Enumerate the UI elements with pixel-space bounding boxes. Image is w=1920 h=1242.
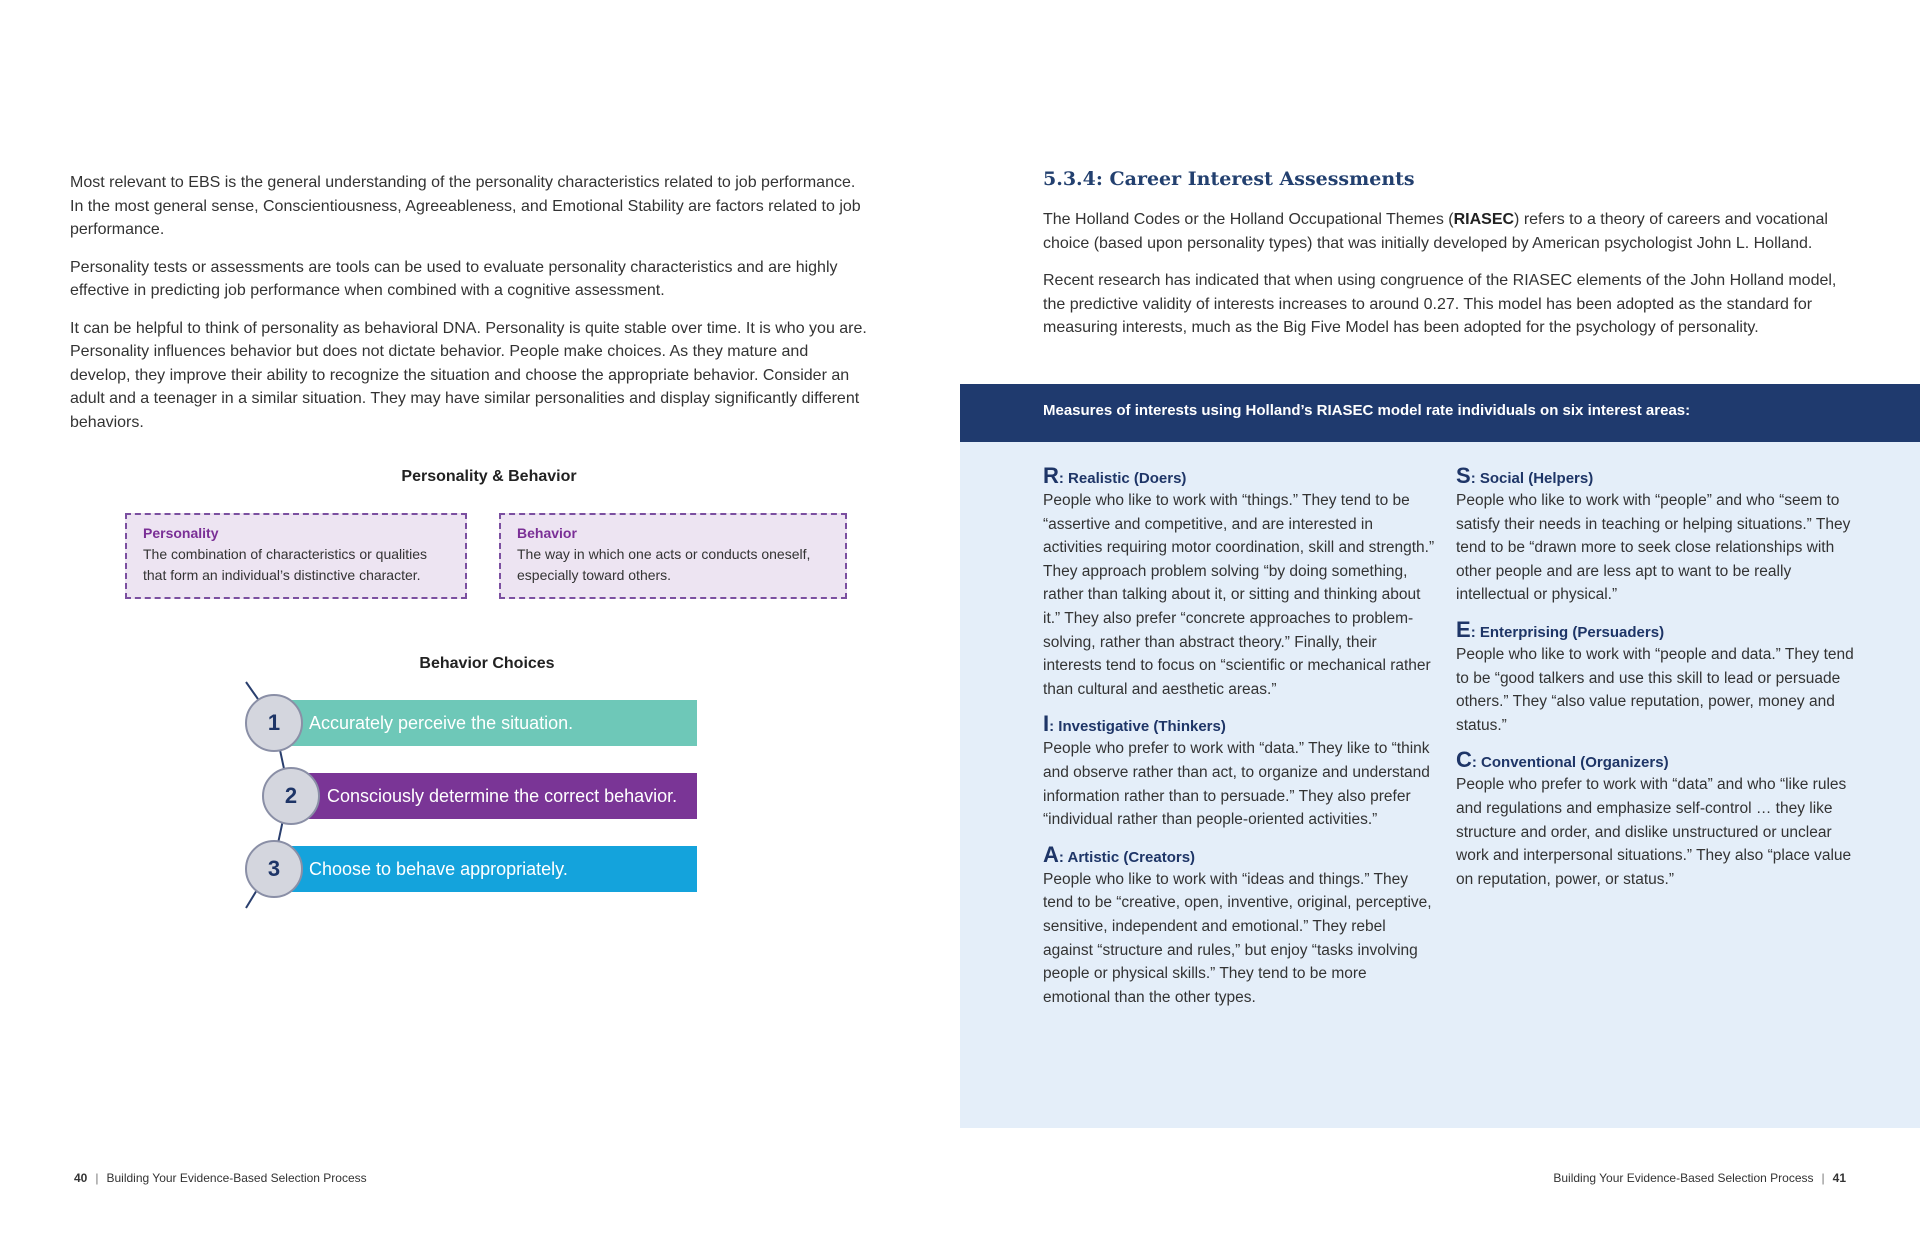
theme-title: : Conventional (Organizers) xyxy=(1471,754,1669,772)
riasec-banner xyxy=(960,384,1920,442)
page-number: 41 xyxy=(1832,1171,1846,1185)
theme-letter: E xyxy=(1456,616,1471,642)
paragraph: Most relevant to EBS is the general understanding of the personality characteristics related to job performance. In the most general sense, Conscientiousness, Agreeableness, and Emotional Stability are factors related to job performance. xyxy=(70,174,861,238)
step-1-number: 1 xyxy=(245,694,303,752)
theme-investigative xyxy=(1043,711,1435,831)
step-2-bar: Consciously determine the correct behavior. xyxy=(303,773,697,819)
theme-realistic xyxy=(1043,463,1435,701)
left-body-text xyxy=(70,171,870,448)
step-1-bar: Accurately perceive the situation. xyxy=(285,700,697,746)
theme-letter: C xyxy=(1456,747,1472,773)
theme-description: People who prefer to work with “data.” They like to “think and observe rather than act, to organize and understand information rather than to persuade.” They also prefer “individual rather than people-oriented activities.” xyxy=(1043,740,1430,829)
theme-artistic xyxy=(1043,841,1435,1010)
behavior-term: Behavior xyxy=(517,525,577,541)
paragraph: It can be helpful to think of personality as behavioral DNA. Personality is quite stable over time. It is who you are. Personality influences behavior but does not dictate behavior. People make choices. As they mature and develop, they improve their ability to recognize the situation and choose the appropriate behavior. Consider an adult and a teenager in a similar situation. They may have similar personalities and display significantly different behaviors. xyxy=(70,319,867,431)
paragraph: Recent research has indicated that when using congruence of the RIASEC elements of the John Holland model, the predictive validity of interests increases to around 0.27. This model has been adopted as the standard for measuring interests, much as the Big Five Model has been adopted for the psychology of personality. xyxy=(1043,272,1837,336)
theme-letter: I xyxy=(1043,711,1050,737)
themes-column-left xyxy=(1043,463,1435,1022)
behavior-definition-box xyxy=(499,513,847,599)
theme-description: People who prefer to work with “data” and who “like rules and regulations and emphasize self-control … they like structure and order, and dislike unstructured or unclear work and interpersonal situations.” They also “place value on reputation, power, or status.” xyxy=(1456,776,1852,888)
theme-description: People who like to work with “people and data.” They tend to be “good talkers and use this skill to lead or persuade others.” They “also value reputation, power, money and status.” xyxy=(1456,645,1854,734)
intro-paragraph xyxy=(1043,208,1853,255)
footer-separator: | xyxy=(1821,1171,1825,1185)
theme-social xyxy=(1456,463,1856,607)
theme-description: People who like to work with “things.” They tend to be “assertive and competitive, and are interested in activities requiring motor coordination, skill and strength.” They approach problem solving “by doing something, rather than talking about it, or sitting and thinking about it.” They also prefer “concrete approaches to problem-solving, rather than abstract theory.” Finally, their interests tend to focus on “scientific or mechanical rather than cultural and aesthetic areas.” xyxy=(1043,492,1435,698)
themes-column-right xyxy=(1456,463,1856,904)
behavior-choices-heading: Behavior Choices xyxy=(419,655,555,672)
theme-title: : Enterprising (Persuaders) xyxy=(1470,623,1665,641)
theme-title: : Artistic (Creators) xyxy=(1058,848,1196,866)
theme-letter: S xyxy=(1456,463,1471,488)
right-footer xyxy=(1553,1171,1846,1185)
theme-description: People who like to work with “people” and who “seem to satisfy their needs in teaching or helping situations.” They tend to be “drawn more to seek close relationships with other people and are less apt to want to be really intellectual or physical.” xyxy=(1456,492,1851,604)
theme-conventional xyxy=(1456,747,1856,891)
theme-letter: R xyxy=(1043,463,1059,488)
section-heading: 5.3.4: Career Interest Assessments xyxy=(1043,168,1415,190)
page-number: 40 xyxy=(74,1171,88,1185)
personality-term: Personality xyxy=(143,525,219,541)
left-footer xyxy=(74,1171,367,1185)
banner-text: Measures of interests using Holland’s RIASEC model rate individuals on six interest areas: xyxy=(1043,402,1691,419)
theme-letter: A xyxy=(1043,841,1059,867)
theme-title: : Social (Helpers) xyxy=(1470,470,1594,487)
theme-enterprising xyxy=(1456,616,1856,737)
intro-text: The Holland Codes or the Holland Occupational Themes ( xyxy=(1043,211,1454,228)
paragraph: Personality tests or assessments are tools can be used to evaluate personality characteristics and are highly effective in predicting job performance when combined with a cognitive assessment. xyxy=(70,258,838,299)
right-page xyxy=(960,0,1920,1242)
personality-behavior-heading: Personality & Behavior xyxy=(401,468,577,485)
intro-text-continued: ) refers to a theory of careers and vocational choice (based upon personality types) that was initially developed by American psychologist John L. Holland. xyxy=(1043,211,1828,252)
theme-title: : Investigative (Thinkers) xyxy=(1049,718,1226,736)
step-2-number: 2 xyxy=(262,767,320,825)
right-body-text xyxy=(1043,208,1853,354)
step-3-bar: Choose to behave appropriately. xyxy=(285,846,697,892)
theme-title: : Realistic (Doers) xyxy=(1058,470,1187,487)
riasec-bold: RIASEC xyxy=(1453,211,1515,228)
footer-separator: | xyxy=(95,1171,99,1185)
personality-definition-box xyxy=(125,513,467,599)
personality-definition: The combination of characteristics or qualities that form an individual’s distinctive character. xyxy=(143,546,428,583)
step-3-number: 3 xyxy=(245,840,303,898)
footer-title: Building Your Evidence-Based Selection Process xyxy=(106,1171,367,1185)
behavior-definition: The way in which one acts or conducts oneself, especially toward others. xyxy=(517,546,811,583)
riasec-themes-panel xyxy=(960,442,1920,1128)
footer-title: Building Your Evidence-Based Selection Process xyxy=(1553,1171,1814,1185)
theme-description: People who like to work with “ideas and things.” They tend to be “creative, open, inventive, original, perceptive, sensitive, independent and emotional.” They rebel against “structure and rules,” but enjoy “tasks involving people or physical skills.” They tend to be more emotional than the other types. xyxy=(1043,870,1432,1006)
